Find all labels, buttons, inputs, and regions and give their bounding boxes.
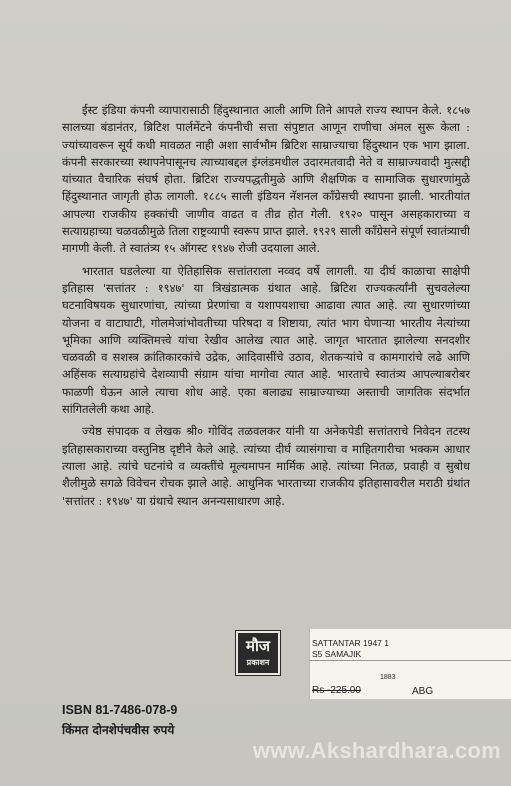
sticker-category: S5 SAMAJIK [312,649,362,659]
sticker-title: SATTANTAR 1947 1 [312,638,389,648]
blurb-paragraph-3: ज्येष्ठ संपादक व लेखक श्री० गोविंद तळवलकर यांनी या अनेकपेडी सत्तांतराचे निवेदन तटस्थ इतिहासकाराच्या वस्तुनिष्ठ दृष्टीने केले आहे. त्यांच्या दीर्घ व्यासंगाचा व माहितगारीचा भक्कम आधार त्याला आहे. त्यांचे घटनांचे व व्यक्तींचे मूल्यमापन मार्मिक आहे. त्यांच्या नितळ, प्रवाही व सुबोध शैलीमुळे सगळे विवेचन रोचक झाले आहे. आधुनिक भारताच्या राजकीय इतिहासावरील मराठी ग्रंथांत 'सत्तांतर : १९४७' या ग्रंथाचे स्थान अनन्यसाधारण आहे. [62,424,470,508]
sticker-code: 1883 [380,674,396,681]
publisher-logo-line2: प्रकाशन [246,658,270,667]
publisher-logo-line1: मौज [246,637,270,655]
price-sticker [309,629,511,699]
sticker-price: Rs -225.00 [312,685,361,696]
isbn: ISBN 81-7486-078-9 [62,703,178,717]
sticker-divider [310,660,511,661]
blurb-paragraph-2: भारतात घडलेल्या या ऐतिहासिक सत्तांतराला नव्वद वर्षे लागली. या दीर्घ काळाचा साक्षेपी इतिहास 'सत्तांतर : १९४७' या त्रिखंडात्मक ग्रंथात आहे. ब्रिटिश राज्यकर्त्यांनी सुचवलेल्या घटनाविषयक सुधारणांचा, त्यांच्या प्रेरणांचा व यशापयशाचा आढावा त्यात आहे. त्या सुधारणांच्या योजना व वाटाघाटी, गोलमेजांभोवतीच्या परिषदा व शिष्टाया, त्यांत भाग घेणाऱ्या भारतीय नेत्यांच्या भूमिका आणि व्यक्तिमत्त्वे यांचा रेखीव आलेख त्यात आहे. जागृत भारतात झालेल्या सनदशीर चळवळी व सशस्त्र क्रांतिकारकांचे उद्रेक, आदिवासींचे उठाव, शेतकऱ्यांचे व कामगारांचे लढे आणि अहिंसक सत्याग्रहांचे देशव्यापी संग्राम यांचा मागोवा त्यात आहे. भारताचे स्वातंत्र्य आपल्याबरोबर फाळणी घेऊन आले त्याचा शोध आहे. एका बलाढ्य साम्राज्याच्या अस्ताची जागतिक संदर्भात सांगितलेली कथा आहे. [62,263,470,417]
blurb-text [62,102,470,515]
book-price: किंमत दोनशेपंचवीस रुपये [62,723,175,737]
publisher-logo [236,631,280,675]
watermark: www.Akshardhara.com [252,738,501,763]
blurb-paragraph-1: ईस्ट इंडिया कंपनी व्यापारासाठी हिंदुस्थानात आली आणि तिने आपले राज्य स्थापन केले. १८५७ सालच्या बंडानंतर, ब्रिटिश पार्लमेंटने कंपनीची सत्ता संपुष्टात आणून राणीचा अंमल सुरू केला : ज्यांच्यावरून सूर्य कधी मावळत नाही अशा सार्वभौम ब्रिटिश साम्राज्याचा हिंदुस्थान एक भाग झाला. कंपनी सरकारच्या स्थापनेपासूनच त्याच्याबद्दल इंग्लंडमधील उदारमतवादी नेते व साम्राज्यवादी मुत्सद्दी यांच्यात वैचारिक संघर्ष होता. ब्रिटिश राज्यपद्धतीमुळे आणि शैक्षणिक व सामाजिक सुधारणांमुळे हिंदुस्थानात जागृती होऊ लागली. १८८५ साली इंडियन नॅशनल काँग्रेसची स्थापना झाली. भारतीयांत आपल्या राजकीय हक्कांची जाणीव वाढत व तीव्र होत गेली. १९२० पासून असहकाराच्या व सत्याग्रहाच्या चळवळीमुळे तिला राष्ट्रव्यापी स्वरूप प्राप्त झाले. १९२९ साली काँग्रेसने संपूर्ण स्वातंत्र्याची मागणी केली. ते स्वातंत्र्य १५ ऑगस्ट १९४७ रोजी उदयाला आले. [62,103,470,256]
sticker-mark: ABG [412,686,434,697]
